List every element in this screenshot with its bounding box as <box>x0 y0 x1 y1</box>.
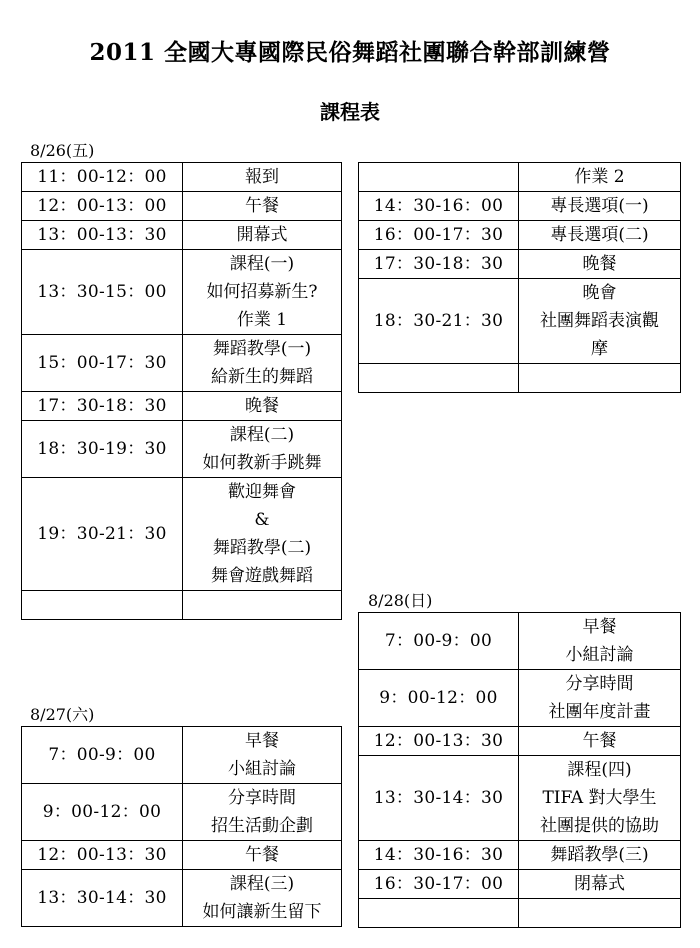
page-subtitle: 課程表 <box>320 100 380 124</box>
time-cell <box>359 163 519 192</box>
event-cell <box>183 163 342 192</box>
time-cell: 7：00-9：00 <box>359 613 519 670</box>
schedule-row <box>22 192 342 221</box>
event-line: 早餐 <box>582 617 617 637</box>
event-line: 課程(三) <box>229 874 295 894</box>
event-line: 午餐 <box>582 731 617 751</box>
event-line: 課程(一) <box>229 254 295 274</box>
event-line: 開幕式 <box>236 225 288 245</box>
event-line: 如何招募新生? <box>206 282 318 302</box>
event-cell <box>183 591 342 620</box>
schedule-row <box>22 221 342 250</box>
event-cell <box>519 870 681 899</box>
page-title: 2011 全國大專國際民俗舞蹈社團聯合幹部訓練營 <box>89 39 611 66</box>
event-cell <box>183 335 342 392</box>
schedule-row <box>22 163 342 192</box>
time-cell: 14：30-16：30 <box>359 841 519 870</box>
schedule-row <box>359 279 681 364</box>
event-line: 作業 1 <box>236 310 288 330</box>
event-line: 課程(四) <box>567 760 632 780</box>
time-cell: 13：30-15：00 <box>22 250 183 335</box>
event-line: 閉幕式 <box>574 874 625 894</box>
event-cell <box>183 421 342 478</box>
time-cell: 7：00-9：00 <box>22 727 183 784</box>
event-line: TIFA 對大學生 <box>542 788 657 808</box>
time-cell: 18：30-21：30 <box>359 279 519 364</box>
schedule-row <box>22 591 342 620</box>
schedule-row <box>359 899 681 928</box>
event-line: 晚餐 <box>245 396 279 416</box>
event-cell <box>519 841 681 870</box>
event-line: 如何教新手跳舞 <box>202 453 322 473</box>
event-cell <box>519 899 681 928</box>
schedule-row <box>22 421 342 478</box>
event-cell <box>519 163 681 192</box>
schedule-row <box>359 221 681 250</box>
event-line: 作業 2 <box>574 167 625 187</box>
time-cell: 12：00-13：30 <box>359 727 519 756</box>
time-cell: 16：30-17：00 <box>359 870 519 899</box>
event-cell <box>519 192 681 221</box>
event-cell <box>519 670 681 727</box>
time-cell: 14：30-16：00 <box>359 192 519 221</box>
day2-schedule-table <box>21 726 342 927</box>
event-cell <box>183 392 342 421</box>
event-line: 社團提供的協助 <box>540 816 659 836</box>
event-line: 專長選項(二) <box>550 225 649 245</box>
time-cell: 13：00-13：30 <box>22 221 183 250</box>
event-line: 舞蹈教學(一) <box>212 339 312 359</box>
event-cell <box>519 727 681 756</box>
schedule-row <box>359 727 681 756</box>
event-cell <box>183 250 342 335</box>
schedule-row <box>22 250 342 335</box>
event-cell <box>183 727 342 784</box>
event-line <box>519 899 680 927</box>
time-cell: 17：30-18：30 <box>22 392 183 421</box>
event-cell <box>519 279 681 364</box>
time-cell <box>359 364 519 393</box>
schedule-row <box>359 364 681 393</box>
day3-date: 8/28(日) <box>368 591 433 610</box>
event-cell <box>519 364 681 393</box>
schedule-row <box>359 192 681 221</box>
schedule-row <box>22 841 342 870</box>
schedule-row <box>22 335 342 392</box>
time-cell: 18：30-19：30 <box>22 421 183 478</box>
schedule-row <box>359 670 681 727</box>
event-line: 課程(二) <box>229 425 295 445</box>
time-cell: 13：30-14：30 <box>22 870 183 927</box>
schedule-row <box>359 250 681 279</box>
time-cell <box>359 899 519 928</box>
event-cell <box>183 841 342 870</box>
event-line: 舞會遊戲舞蹈 <box>211 566 313 586</box>
time-cell: 17：30-18：30 <box>359 250 519 279</box>
event-line: 晚餐 <box>582 254 617 274</box>
time-cell: 16：00-17：30 <box>359 221 519 250</box>
event-cell <box>183 784 342 841</box>
schedule-row <box>359 163 681 192</box>
event-line: 午餐 <box>245 845 279 865</box>
event-line: 分享時間 <box>228 788 296 808</box>
event-cell <box>183 870 342 927</box>
event-cell <box>183 192 342 221</box>
schedule-row <box>22 392 342 421</box>
schedule-row <box>22 870 342 927</box>
event-line: 歡迎舞會 <box>228 482 296 502</box>
time-cell <box>22 591 183 620</box>
event-line: 社團年度計畫 <box>548 702 651 722</box>
event-line: 招生活動企劃 <box>211 816 313 836</box>
day1-date: 8/26(五) <box>30 141 95 160</box>
schedule-row <box>359 841 681 870</box>
day2-date: 8/27(六) <box>30 705 95 724</box>
time-cell: 13：30-14：30 <box>359 756 519 841</box>
event-line: 舞蹈教學(二) <box>212 538 312 558</box>
event-cell <box>183 221 342 250</box>
event-line: 舞蹈教學(三) <box>550 845 649 865</box>
schedule-row <box>359 613 681 670</box>
schedule-row <box>359 870 681 899</box>
event-line: 晚會 <box>582 283 617 303</box>
event-line: 分享時間 <box>565 674 634 694</box>
schedule-row <box>22 727 342 784</box>
event-line: 摩 <box>591 339 608 359</box>
event-line: 午餐 <box>245 196 279 216</box>
event-cell <box>183 478 342 591</box>
schedule-row <box>22 784 342 841</box>
event-line: 給新生的舞蹈 <box>211 367 313 387</box>
time-cell: 15：00-17：30 <box>22 335 183 392</box>
time-cell: 11：00-12：00 <box>22 163 183 192</box>
event-line <box>519 364 680 392</box>
schedule-row <box>22 478 342 591</box>
event-cell <box>519 250 681 279</box>
event-cell <box>519 613 681 670</box>
time-cell: 9：00-12：00 <box>22 784 183 841</box>
day1-schedule-table <box>21 162 342 620</box>
schedule-row <box>359 756 681 841</box>
event-line: 小組討論 <box>228 759 296 779</box>
time-cell: 12：00-13：30 <box>22 841 183 870</box>
event-line <box>183 591 341 619</box>
time-cell: 12：00-13：00 <box>22 192 183 221</box>
day2-continued-schedule-table <box>358 162 681 393</box>
event-line: 專長選項(一) <box>550 196 649 216</box>
event-line: 小組討論 <box>565 645 634 665</box>
event-line: & <box>254 510 270 530</box>
event-cell <box>519 221 681 250</box>
event-line: 報到 <box>245 167 279 187</box>
event-line: 早餐 <box>245 731 279 751</box>
event-cell <box>519 756 681 841</box>
day3-schedule-table <box>358 612 681 928</box>
event-line: 社團舞蹈表演觀 <box>540 311 659 331</box>
event-line: 如何讓新生留下 <box>202 902 322 922</box>
time-cell: 19：30-21：30 <box>22 478 183 591</box>
time-cell: 9：00-12：00 <box>359 670 519 727</box>
